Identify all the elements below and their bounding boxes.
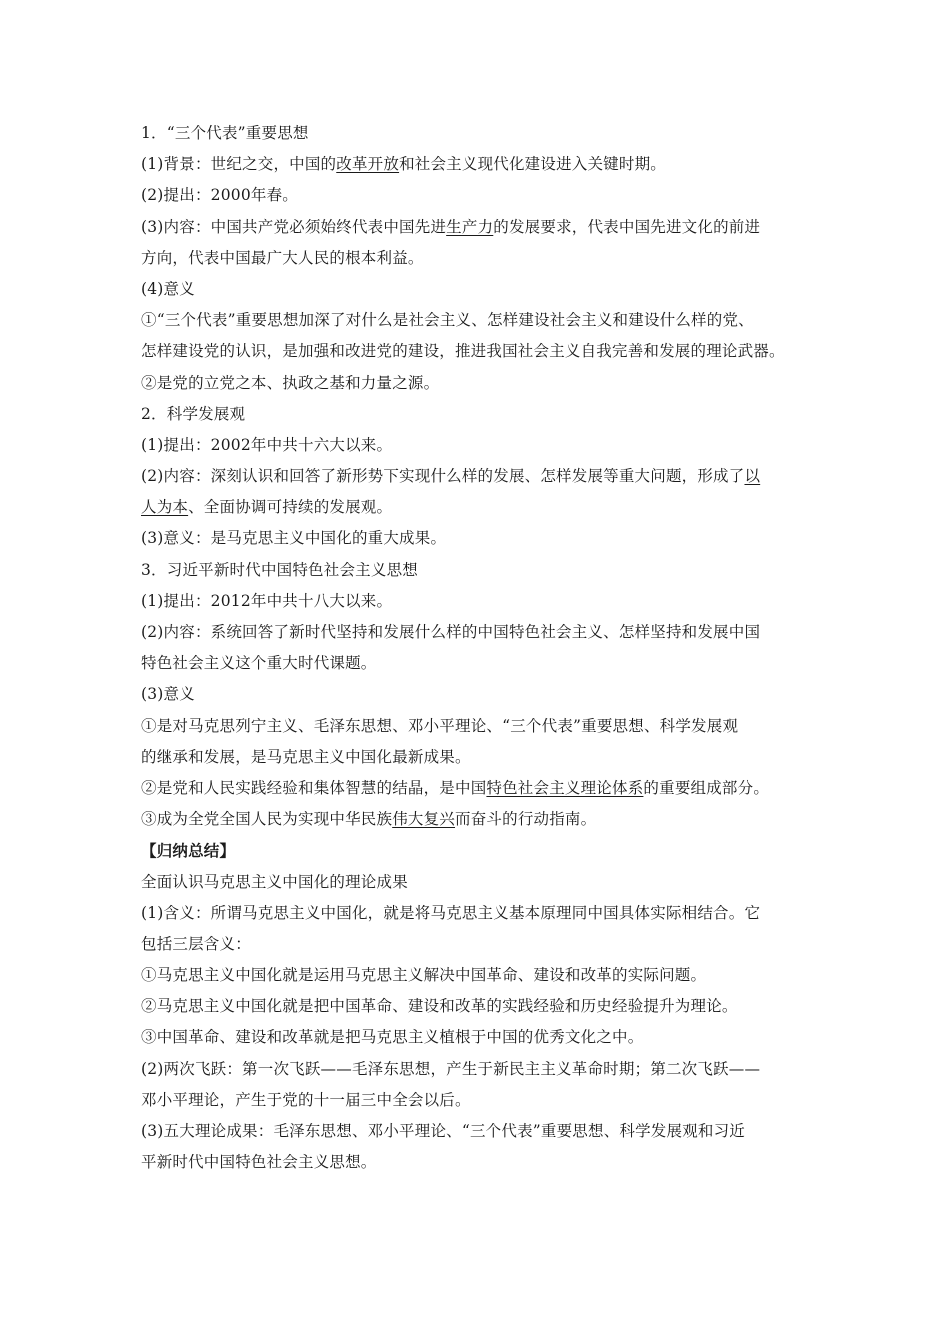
- summary-m1: ①马克思主义中国化就是运用马克思主义解决中国革命、建设和改革的实际问题。: [141, 966, 707, 985]
- section3-sig3-suffix: 而奋斗的行动指南。: [455, 810, 597, 829]
- section3-sig2: [141, 773, 821, 804]
- section1-proposed: (2)提出：2000年春。: [141, 186, 299, 205]
- section1-background-prefix: (1)背景：世纪之交，中国的: [141, 155, 337, 174]
- document-page: [141, 118, 821, 1178]
- section3-sig3-underline: 伟大复兴: [392, 810, 456, 829]
- summary-meaning-line1: (1)含义：所谓马克思主义中国化，就是将马克思主义基本原理同中国具体实际相结合。它: [141, 903, 761, 922]
- section1-sig1-line1: ①“三个代表”重要思想加深了对什么是社会主义、怎样建设社会主义和建设什么样的党、: [141, 311, 754, 330]
- section3-sig3-prefix: ③成为全党全国人民为实现中华民族: [141, 810, 393, 829]
- section3-significance-label: (3)意义: [141, 685, 195, 704]
- summary-m3: ③中国革命、建设和改革就是把马克思主义植根于中国的优秀文化之中。: [141, 1028, 644, 1047]
- summary-results-line2: 平新时代中国特色社会主义思想。: [141, 1153, 377, 1172]
- section1-content-prefix: (3)内容：中国共产党必须始终代表中国先进: [141, 217, 447, 236]
- section1-content-suffix: 的发展要求，代表中国先进文化的前进: [493, 217, 761, 236]
- section2-heading: 2．科学发展观: [141, 404, 246, 423]
- section1-background-suffix: 和社会主义现代化建设进入关键时期。: [399, 155, 666, 174]
- section1-content-underline: 生产力: [446, 217, 494, 236]
- section2-significance: (3)意义：是马克思主义中国化的重大成果。: [141, 529, 447, 548]
- section1-content-line1: [141, 212, 821, 243]
- section3-content-line1: (2)内容：系统回答了新时代坚持和发展什么样的中国特色社会主义、怎样坚持和发展中国: [141, 623, 761, 641]
- section1-content-line2: 方向，代表中国最广大人民的根本利益。: [141, 248, 424, 267]
- section3-sig2-underline: 特色社会主义理论体系: [486, 778, 644, 797]
- summary-m2: ②马克思主义中国化就是把中国革命、建设和改革的实践经验和历史经验提升为理论。: [141, 997, 738, 1016]
- section3-sig2-suffix: 的重要组成部分。: [643, 778, 770, 797]
- section1-heading: 1．“三个代表”重要思想: [141, 124, 309, 142]
- section2-proposed: (1)提出：2002年中共十六大以来。: [141, 435, 393, 454]
- section3-content-line2: 特色社会主义这个重大时代课题。: [141, 654, 377, 673]
- section3-sig2-prefix: ②是党和人民实践经验和集体智慧的结晶，是中国: [141, 778, 487, 797]
- section1-sig2: ②是党的立党之本、执政之基和力量之源。: [141, 373, 440, 392]
- section3-proposed: (1)提出：2012年中共十八大以来。: [141, 591, 393, 610]
- section2-content-line1: [141, 461, 821, 492]
- summary-leaps-line1: (2)两次飞跃：第一次飞跃——毛泽东思想，产生于新民主主义革命时期；第二次飞跃——: [141, 1059, 761, 1078]
- section2-content-suffix: 、全面协调可持续的发展观。: [188, 498, 393, 517]
- section2-content-line2: [141, 492, 821, 523]
- section1-significance-label: (4)意义: [141, 279, 195, 298]
- summary-meaning-line2: 包括三层含义：: [141, 934, 251, 953]
- section2-content-underline-end: 人为本: [141, 498, 189, 517]
- section3-heading: 3．习近平新时代中国特色社会主义思想: [141, 560, 418, 579]
- summary-heading: 【归纳总结】: [141, 841, 236, 861]
- section2-content-underline-start: 以: [744, 467, 761, 486]
- section1-background: [141, 149, 821, 180]
- section1-sig1-line2: 怎样建设党的认识，是加强和改进党的建设，推进我国社会主义自我完善和发展的理论武器。: [141, 342, 785, 361]
- section3-sig3: [141, 804, 821, 835]
- section3-sig1-line2: 的继承和发展，是马克思主义中国化最新成果。: [141, 747, 471, 766]
- section2-content-prefix: (2)内容：深刻认识和回答了新形势下实现什么样的发展、怎样发展等重大问题，形成了: [141, 467, 745, 486]
- summary-title: 全面认识马克思主义中国化的理论成果: [141, 872, 408, 891]
- section3-sig1-line1: ①是对马克思列宁主义、毛泽东思想、邓小平理论、“三个代表”重要思想、科学发展观: [141, 716, 739, 735]
- summary-results-line1: (3)五大理论成果：毛泽东思想、邓小平理论、“三个代表”重要思想、科学发展观和习近: [141, 1122, 746, 1140]
- summary-leaps-line2: 邓小平理论，产生于党的十一届三中全会以后。: [141, 1090, 471, 1109]
- section1-background-underline: 改革开放: [336, 155, 400, 174]
